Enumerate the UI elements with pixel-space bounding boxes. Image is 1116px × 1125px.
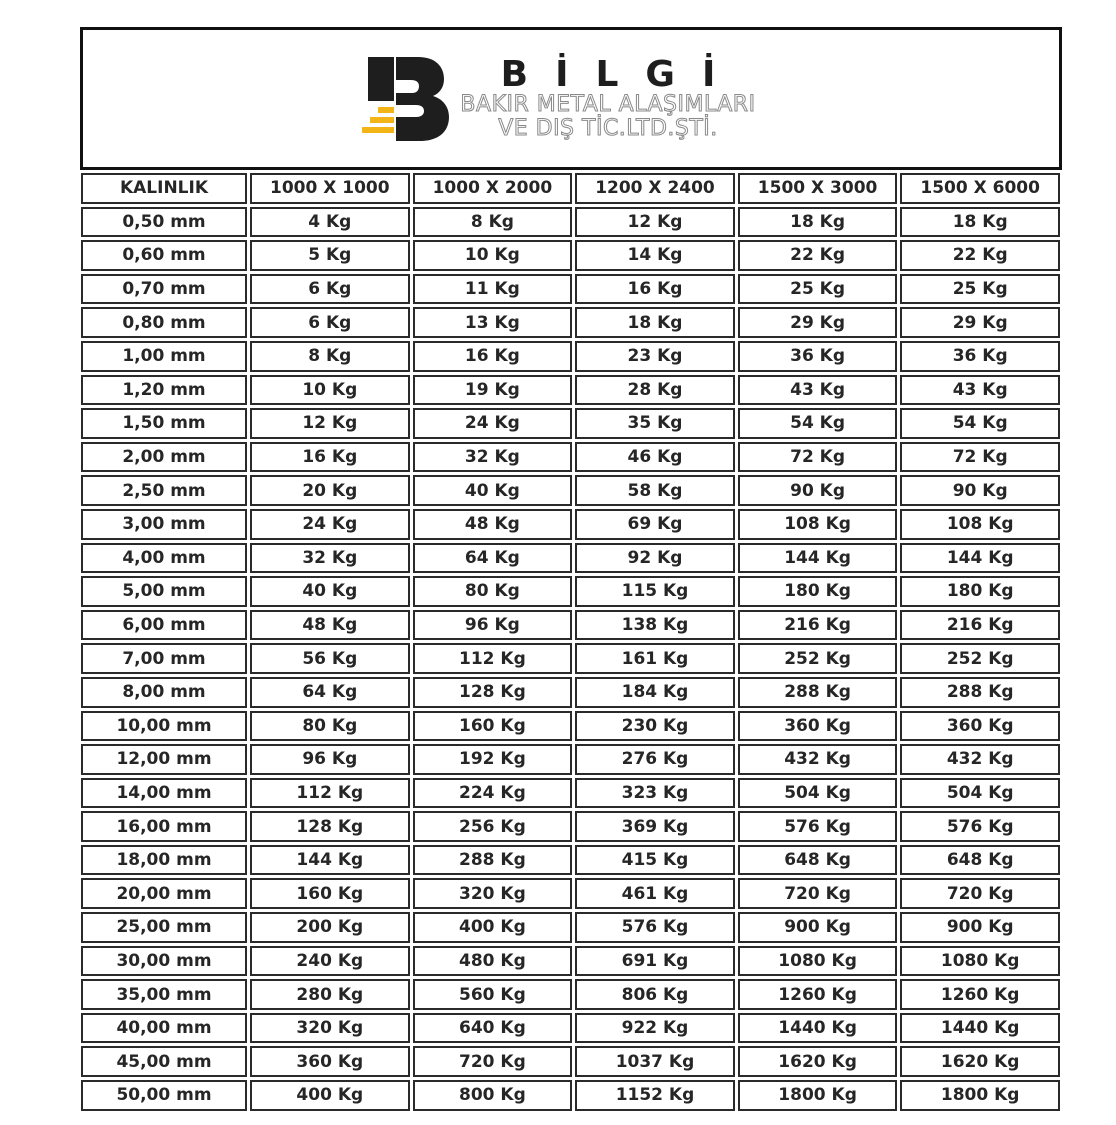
thickness-cell: 18,00 mm [81,845,247,876]
weight-cell: 144 Kg [738,543,898,574]
weight-cell: 13 Kg [413,307,573,338]
weight-cell: 10 Kg [250,375,410,406]
weight-cell: 72 Kg [738,442,898,473]
weight-cell: 64 Kg [413,543,573,574]
thickness-cell: 0,70 mm [81,274,247,305]
thickness-cell: 12,00 mm [81,744,247,775]
weight-cell: 29 Kg [900,307,1060,338]
brand-name: BİLGİ [500,53,743,95]
weight-cell: 90 Kg [900,475,1060,506]
weight-cell: 1800 Kg [738,1080,898,1111]
weight-cell: 504 Kg [738,778,898,809]
weight-cell: 256 Kg [413,811,573,842]
weight-cell: 288 Kg [900,677,1060,708]
table-row [81,408,1060,439]
weight-cell: 648 Kg [738,845,898,876]
weight-cell: 400 Kg [250,1080,410,1111]
table-body [81,207,1060,1111]
weight-cell: 648 Kg [900,845,1060,876]
weight-cell: 1260 Kg [900,979,1060,1010]
weight-cell: 1260 Kg [738,979,898,1010]
weight-cell: 1800 Kg [900,1080,1060,1111]
table-row [81,1046,1060,1077]
table-row [81,845,1060,876]
weight-cell: 1620 Kg [738,1046,898,1077]
weight-cell: 138 Kg [575,610,735,641]
weight-cell: 40 Kg [413,475,573,506]
weight-cell: 54 Kg [738,408,898,439]
thickness-cell: 14,00 mm [81,778,247,809]
weight-cell: 6 Kg [250,274,410,305]
weight-cell: 8 Kg [413,207,573,238]
weight-cell: 36 Kg [900,341,1060,372]
table-row [81,811,1060,842]
weight-cell: 12 Kg [575,207,735,238]
weight-cell: 415 Kg [575,845,735,876]
thickness-cell: 45,00 mm [81,1046,247,1077]
weight-cell: 184 Kg [575,677,735,708]
table-row [81,240,1060,271]
weight-cell: 72 Kg [900,442,1060,473]
table-row [81,946,1060,977]
weight-cell: 161 Kg [575,643,735,674]
weight-cell: 480 Kg [413,946,573,977]
company-header [80,27,1062,170]
thickness-cell: 30,00 mm [81,946,247,977]
weight-cell: 10 Kg [413,240,573,271]
weight-cell: 90 Kg [738,475,898,506]
weight-cell: 1152 Kg [575,1080,735,1111]
weight-cell: 112 Kg [413,643,573,674]
table-row [81,711,1060,742]
weight-cell: 64 Kg [250,677,410,708]
weight-cell: 96 Kg [413,610,573,641]
thickness-cell: 1,20 mm [81,375,247,406]
weight-cell: 24 Kg [250,509,410,540]
weight-cell: 576 Kg [575,912,735,943]
weight-cell: 14 Kg [575,240,735,271]
weight-cell: 16 Kg [250,442,410,473]
table-row [81,274,1060,305]
weight-cell: 800 Kg [413,1080,573,1111]
weight-cell: 16 Kg [413,341,573,372]
table-row [81,677,1060,708]
weight-cell: 36 Kg [738,341,898,372]
weight-cell: 96 Kg [250,744,410,775]
weight-cell: 240 Kg [250,946,410,977]
weight-cell: 20 Kg [250,475,410,506]
weight-cell: 108 Kg [900,509,1060,540]
table-row [81,610,1060,641]
weight-cell: 720 Kg [900,878,1060,909]
weight-cell: 25 Kg [738,274,898,305]
weight-cell: 691 Kg [575,946,735,977]
weight-cell: 29 Kg [738,307,898,338]
company-line-2: VE DIŞ TİC.LTD.ŞTİ. [498,115,718,141]
weight-cell: 1080 Kg [900,946,1060,977]
column-header: 1500 X 3000 [738,173,898,204]
weight-cell: 4 Kg [250,207,410,238]
weight-cell: 360 Kg [250,1046,410,1077]
thickness-cell: 1,50 mm [81,408,247,439]
weight-cell: 720 Kg [738,878,898,909]
table-row [81,778,1060,809]
weight-cell: 922 Kg [575,1013,735,1044]
weight-cell: 18 Kg [738,207,898,238]
weight-cell: 128 Kg [250,811,410,842]
weight-cell: 216 Kg [738,610,898,641]
weight-cell: 720 Kg [413,1046,573,1077]
weight-cell: 58 Kg [575,475,735,506]
table-row [81,744,1060,775]
weight-cell: 192 Kg [413,744,573,775]
weight-cell: 216 Kg [900,610,1060,641]
table-row [81,878,1060,909]
thickness-cell: 2,50 mm [81,475,247,506]
price-sheet [80,27,1062,1114]
weight-cell: 48 Kg [250,610,410,641]
thickness-cell: 0,80 mm [81,307,247,338]
thickness-cell: 1,00 mm [81,341,247,372]
weight-cell: 16 Kg [575,274,735,305]
thickness-cell: 40,00 mm [81,1013,247,1044]
weight-cell: 22 Kg [900,240,1060,271]
weight-cell: 576 Kg [900,811,1060,842]
weight-cell: 160 Kg [413,711,573,742]
weight-cell: 1440 Kg [738,1013,898,1044]
thickness-cell: 50,00 mm [81,1080,247,1111]
weight-cell: 432 Kg [738,744,898,775]
weight-cell: 80 Kg [250,711,410,742]
thickness-cell: 16,00 mm [81,811,247,842]
weight-cell: 1440 Kg [900,1013,1060,1044]
weight-cell: 23 Kg [575,341,735,372]
b-logo-icon [360,55,452,143]
weight-cell: 280 Kg [250,979,410,1010]
weight-cell: 24 Kg [413,408,573,439]
weight-cell: 1037 Kg [575,1046,735,1077]
weight-cell: 22 Kg [738,240,898,271]
table-row [81,912,1060,943]
table-header-row [81,173,1060,204]
column-header: 1200 X 2400 [575,173,735,204]
company-line-1: BAKIR METAL ALAŞIMLARI [460,91,756,117]
company-logo [360,55,755,143]
weight-cell: 252 Kg [900,643,1060,674]
thickness-cell: 7,00 mm [81,643,247,674]
weight-cell: 35 Kg [575,408,735,439]
column-header: 1000 X 2000 [413,173,573,204]
weight-cell: 112 Kg [250,778,410,809]
weight-cell: 12 Kg [250,408,410,439]
table-row [81,207,1060,238]
weight-cell: 230 Kg [575,711,735,742]
weight-cell: 54 Kg [900,408,1060,439]
weight-cell: 40 Kg [250,576,410,607]
weight-cell: 128 Kg [413,677,573,708]
weight-cell: 108 Kg [738,509,898,540]
weight-cell: 360 Kg [738,711,898,742]
weight-cell: 115 Kg [575,576,735,607]
thickness-cell: 35,00 mm [81,979,247,1010]
weight-cell: 1080 Kg [738,946,898,977]
weight-cell: 288 Kg [738,677,898,708]
thickness-cell: 2,00 mm [81,442,247,473]
thickness-cell: 0,60 mm [81,240,247,271]
weight-cell: 160 Kg [250,878,410,909]
weight-cell: 900 Kg [900,912,1060,943]
weight-cell: 806 Kg [575,979,735,1010]
weight-cell: 56 Kg [250,643,410,674]
weight-cell: 8 Kg [250,341,410,372]
weight-cell: 640 Kg [413,1013,573,1044]
weight-cell: 69 Kg [575,509,735,540]
weight-cell: 432 Kg [900,744,1060,775]
table-row [81,375,1060,406]
weight-cell: 28 Kg [575,375,735,406]
weight-cell: 144 Kg [250,845,410,876]
weight-cell: 369 Kg [575,811,735,842]
thickness-cell: 3,00 mm [81,509,247,540]
thickness-cell: 8,00 mm [81,677,247,708]
table-row [81,341,1060,372]
weight-cell: 461 Kg [575,878,735,909]
table-row [81,1013,1060,1044]
table-row [81,307,1060,338]
weight-cell: 5 Kg [250,240,410,271]
table-row [81,979,1060,1010]
weight-cell: 43 Kg [738,375,898,406]
weight-cell: 80 Kg [413,576,573,607]
weight-cell: 144 Kg [900,543,1060,574]
weight-cell: 288 Kg [413,845,573,876]
weight-cell: 576 Kg [738,811,898,842]
table-row [81,509,1060,540]
weight-cell: 224 Kg [413,778,573,809]
weight-cell: 25 Kg [900,274,1060,305]
weight-cell: 900 Kg [738,912,898,943]
column-header: 1000 X 1000 [250,173,410,204]
table-row [81,1080,1060,1111]
weight-cell: 560 Kg [413,979,573,1010]
weight-cell: 180 Kg [738,576,898,607]
weight-cell: 18 Kg [900,207,1060,238]
thickness-cell: 0,50 mm [81,207,247,238]
table-row [81,543,1060,574]
table-row [81,576,1060,607]
weight-cell: 400 Kg [413,912,573,943]
weight-cell: 504 Kg [900,778,1060,809]
thickness-cell: 25,00 mm [81,912,247,943]
weight-cell: 18 Kg [575,307,735,338]
weight-cell: 32 Kg [250,543,410,574]
weight-cell: 19 Kg [413,375,573,406]
weight-cell: 200 Kg [250,912,410,943]
weight-cell: 92 Kg [575,543,735,574]
thickness-cell: 10,00 mm [81,711,247,742]
thickness-cell: 20,00 mm [81,878,247,909]
weight-cell: 1620 Kg [900,1046,1060,1077]
thickness-cell: 4,00 mm [81,543,247,574]
table-row [81,442,1060,473]
thickness-cell: 6,00 mm [81,610,247,641]
weight-cell: 320 Kg [250,1013,410,1044]
column-header: 1500 X 6000 [900,173,1060,204]
weight-table [78,170,1063,1114]
weight-cell: 6 Kg [250,307,410,338]
weight-cell: 360 Kg [900,711,1060,742]
table-row [81,643,1060,674]
weight-cell: 276 Kg [575,744,735,775]
weight-cell: 320 Kg [413,878,573,909]
weight-cell: 32 Kg [413,442,573,473]
weight-cell: 48 Kg [413,509,573,540]
column-header: KALINLIK [81,173,247,204]
weight-cell: 323 Kg [575,778,735,809]
table-row [81,475,1060,506]
weight-cell: 46 Kg [575,442,735,473]
weight-cell: 11 Kg [413,274,573,305]
thickness-cell: 5,00 mm [81,576,247,607]
weight-cell: 180 Kg [900,576,1060,607]
weight-cell: 252 Kg [738,643,898,674]
weight-cell: 43 Kg [900,375,1060,406]
